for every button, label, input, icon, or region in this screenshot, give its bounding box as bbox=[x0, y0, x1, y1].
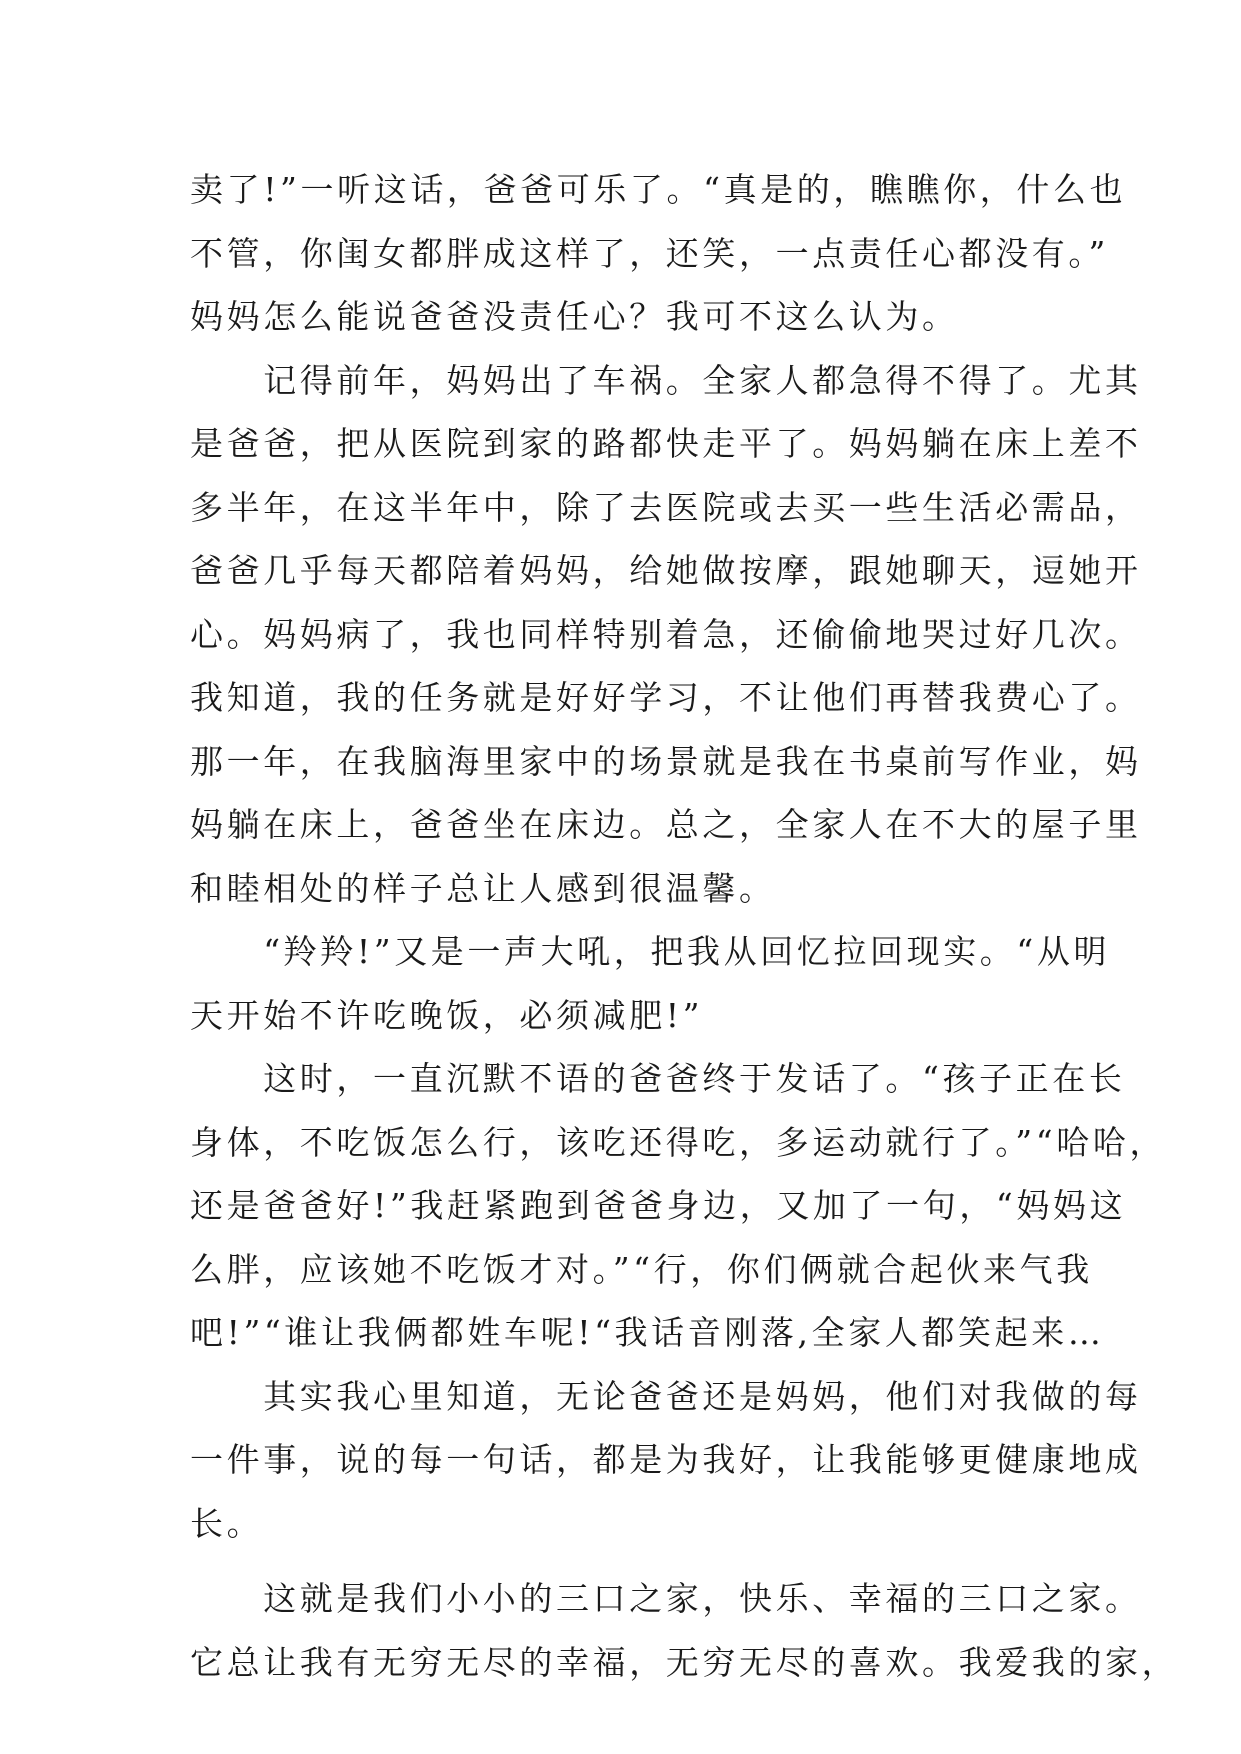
text-line: 和睦相处的样子总让人感到很温馨。 bbox=[190, 868, 776, 908]
text-line: 它总让我有无穷无尽的幸福，无穷无尽的喜欢。我爱我的家， bbox=[190, 1642, 1179, 1682]
text-line: 卖了!”一听这话，爸爸可乐了。“真是的，瞧瞧你，什么也 bbox=[190, 170, 1127, 209]
text-line: 妈妈怎么能说爸爸没责任心？我可不这么认为。 bbox=[190, 297, 959, 336]
body-text bbox=[190, 158, 1179, 1694]
text-line: 么胖，应该她不吃饭才对。”“行，你们俩就合起伙来气我 bbox=[190, 1249, 1093, 1289]
text-line: 那一年，在我脑海里家中的场景就是我在书桌前写作业，妈 bbox=[190, 741, 1142, 781]
text-line: 不管，你闺女都胖成这样了，还笑，一点责任心都没有。” bbox=[190, 233, 1109, 273]
text-line: 其实我心里知道，无论爸爸还是妈妈，他们对我做的每 bbox=[190, 1376, 1142, 1416]
text-line: 记得前年，妈妈出了车祸。全家人都急得不得了。尤其 bbox=[190, 360, 1142, 400]
text-line: 妈躺在床上，爸爸坐在床边。总之，全家人在不大的屋子里 bbox=[190, 805, 1142, 844]
text-line: 长。 bbox=[190, 1503, 264, 1543]
text-line: 身体，不吃饭怎么行，该吃还得吃，多运动就行了。”“哈哈， bbox=[190, 1122, 1167, 1162]
text-line: 吧!”“谁让我俩都姓车呢!“我话音刚落,全家人都笑起来… bbox=[190, 1313, 1105, 1352]
text-line: “羚羚!”又是一声大吼，把我从回忆拉回现实。“从明 bbox=[190, 932, 1111, 971]
text-line: 我知道，我的任务就是好好学习，不让他们再替我费心了。 bbox=[190, 678, 1142, 717]
text-line: 一件事，说的每一句话，都是为我好，让我能够更健康地成 bbox=[190, 1440, 1142, 1479]
text-line: 爸爸几乎每天都陪着妈妈，给她做按摩，跟她聊天，逗她开 bbox=[190, 551, 1142, 590]
text-line: 这时，一直沉默不语的爸爸终于发话了。“孩子正在长 bbox=[190, 1059, 1126, 1098]
text-line: 是爸爸，把从医院到家的路都快走平了。妈妈躺在床上差不 bbox=[190, 424, 1142, 463]
text-line: 心。妈妈病了，我也同样特别着急，还偷偷地哭过好几次。 bbox=[190, 614, 1142, 654]
text-line: 还是爸爸好!”我赶紧跑到爸爸身边，又加了一句，“妈妈这 bbox=[190, 1186, 1127, 1225]
text-line: 这就是我们小小的三口之家，快乐、幸福的三口之家。 bbox=[190, 1579, 1142, 1618]
text-line: 多半年，在这半年中，除了去医院或去买一些生活必需品， bbox=[190, 487, 1142, 527]
text-line: 天开始不许吃晚饭，必须减肥!” bbox=[190, 995, 704, 1035]
